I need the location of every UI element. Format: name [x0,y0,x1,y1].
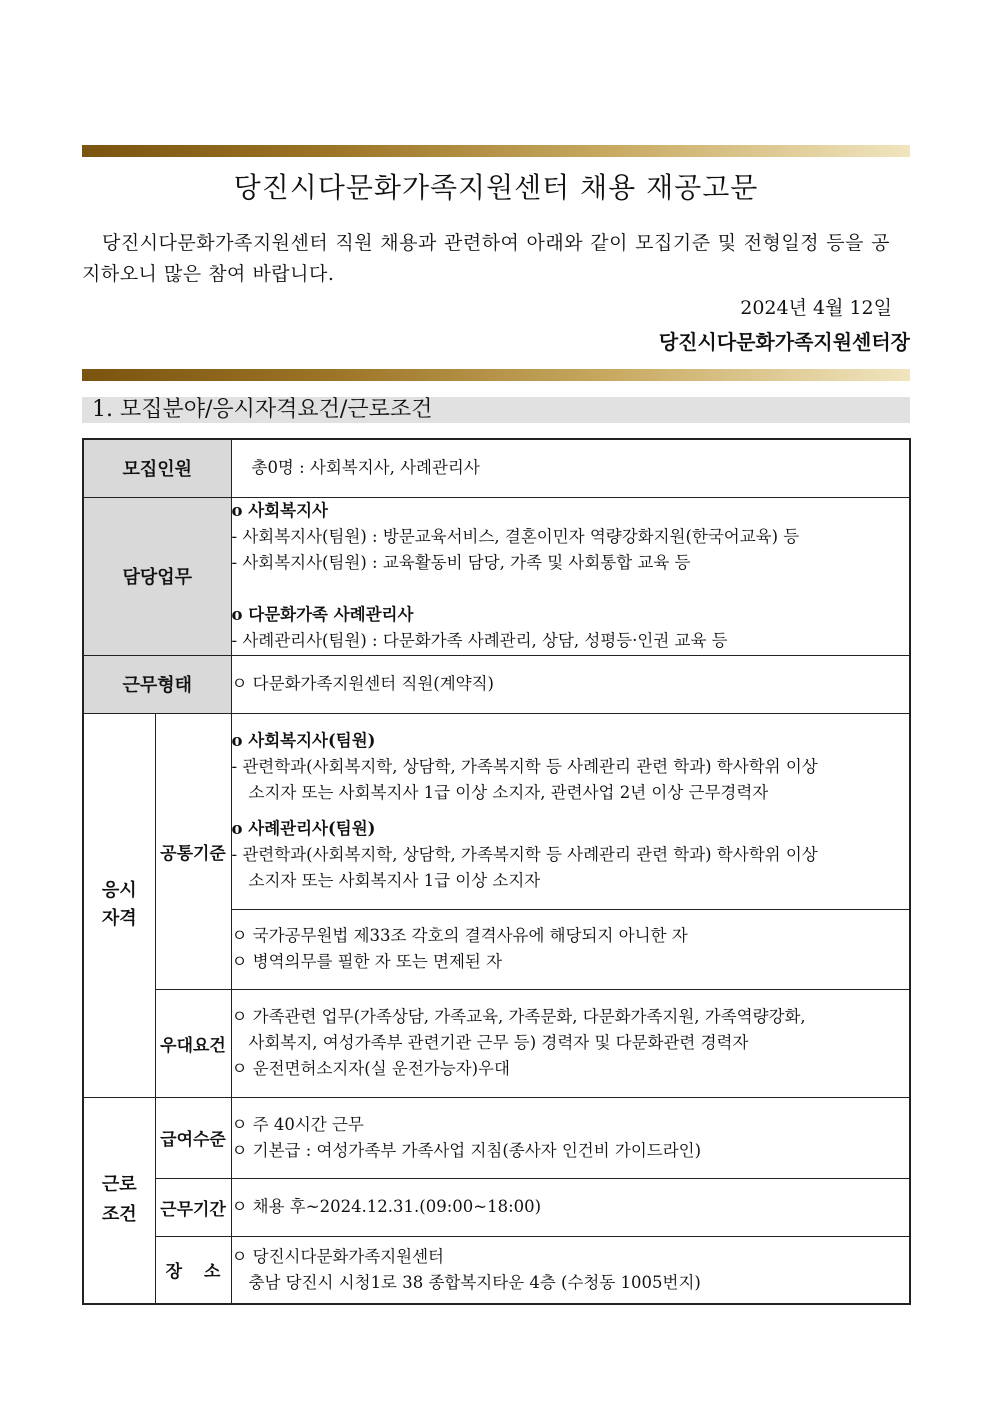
worktype-value: ㅇ 다문화가족지원센터 직원(계약직) [231,655,910,713]
qual-sw-line1: - 관련학과(사회복지학, 상담학, 가족복지학 등 사례관리 관련 학과) 학사학위 이상 [231,757,818,776]
cond-salary-label: 급여수준 [155,1097,231,1178]
recruit-value: 총0명 : 사회복지사, 사례관리사 [231,439,910,497]
qual-pref-label: 우대요건 [155,989,231,1097]
duty-cm-title: o 다문화가족 사례관리사 [231,605,414,624]
qual-pref-line3: ㅇ 운전면허소지자(실 운전가능자)우대 [231,1059,510,1078]
recruit-label: 모집인원 [83,439,231,497]
row-qual-common [83,713,910,909]
row-worktype [83,655,910,713]
duty-sw-line1: - 사회복지사(팀원) : 방문교육서비스, 결혼이민자 역량강화지원(한국어교육) 등 [231,527,800,546]
section-title: 1. 모집분야/응시자격요건/근로조건 [82,397,910,423]
recruitment-table [82,438,911,1305]
row-cond-period [83,1178,910,1236]
qual-cm-line1: - 관련학과(사회복지학, 상담학, 가족복지학 등 사례관리 관련 학과) 학사학위 이상 [231,845,818,864]
row-duty [83,497,910,655]
qual-general-content [231,909,910,989]
cond-label: 근로 조건 [83,1097,155,1304]
row-cond-salary [83,1097,910,1178]
duty-label: 담당업무 [83,497,231,655]
qual-pref-line2: 사회복지, 여성가족부 관련기관 근무 등) 경력자 및 다문화관련 경력자 [248,1033,749,1052]
qual-label: 응시 자격 [83,713,155,1097]
cond-period-label: 근무기간 [155,1178,231,1236]
duty-content [231,497,910,655]
qual-sw-line2: 소지자 또는 사회복지사 1급 이상 소지자, 관련사업 2년 이상 근무경력자 [248,783,769,802]
cond-salary-line1: ㅇ 주 40시간 근무 [231,1114,364,1134]
cond-salary-content [231,1097,910,1178]
notice-date: 2024년 4월 12일 [740,297,892,319]
row-cond-place [83,1236,910,1304]
qual-gen-line2: ㅇ 병역의무를 필한 자 또는 면제된 자 [231,952,503,971]
duty-sw-line2: - 사회복지사(팀원) : 교육활동비 담당, 가족 및 사회통합 교육 등 [231,553,691,572]
cond-period-value: ㅇ 채용 후~2024.12.31.(09:00~18:00) [231,1178,910,1236]
cond-salary-line2: ㅇ 기본급 : 여성가족부 가족사업 지침(종사자 인건비 가이드라인) [231,1140,702,1160]
duty-sw-title: o 사회복지사 [231,501,328,520]
qual-pref-content [231,989,910,1097]
intro-paragraph: 당진시다문화가족지원센터 직원 채용과 관련하여 아래와 같이 모집기준 및 전형일정 등을 공지하오니 많은 참여 바랍니다. [82,232,890,285]
notice-signer: 당진시다문화가족지원센터장 [658,330,910,354]
page-title: 당진시다문화가족지원센터 채용 재공고문 [233,171,759,204]
qual-common-label: 공통기준 [155,713,231,989]
qual-cm-line2: 소지자 또는 사회복지사 1급 이상 소지자 [248,871,541,890]
bottom-divider-bar [82,369,910,381]
qual-pref-line1: ㅇ 가족관련 업무(가족상담, 가족교육, 가족문화, 다문화가족지원, 가족역량강화, [231,1007,806,1026]
qual-sw-title: o 사회복지사(팀원) [231,731,376,750]
cond-place-label: 장 소 [155,1236,231,1304]
cond-place-line1: ㅇ 당진시다문화가족지원센터 [231,1246,444,1266]
row-recruit [83,439,910,497]
cond-place-content [231,1236,910,1304]
row-qual-pref [83,989,910,1097]
duty-cm-line1: - 사례관리사(팀원) : 다문화가족 사례관리, 상담, 성평등·인권 교육 등 [231,631,728,650]
top-divider-bar [82,145,910,157]
cond-place-line2: 충남 당진시 시청1로 38 종합복지타운 4층 (수청동 1005번지) [248,1272,701,1292]
qual-gen-line1: ㅇ 국가공무원법 제33조 각호의 결격사유에 해당되지 아니한 자 [231,926,688,945]
qual-common-content [231,713,910,909]
qual-cm-title: o 사례관리사(팀원) [231,819,376,838]
worktype-label: 근무형태 [83,655,231,713]
